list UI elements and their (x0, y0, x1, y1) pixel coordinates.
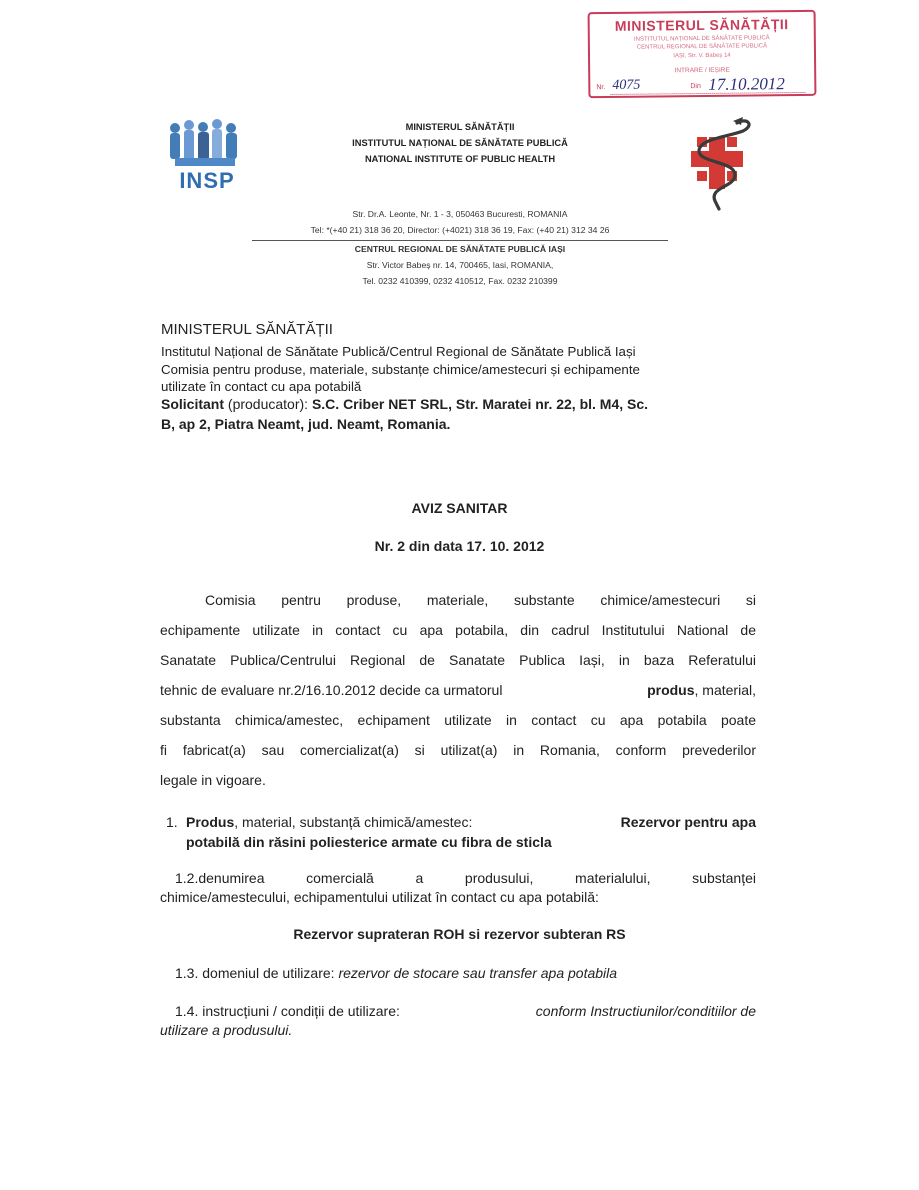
section-1-produs: Produs (186, 814, 235, 830)
section-1-2-value: Rezervor suprateran ROH si rezervor subteran RS (293, 926, 626, 942)
paragraph-line-4 (160, 682, 756, 698)
intro-ministry: MINISTERUL SĂNĂTĂȚII (161, 321, 333, 338)
paragraph-line-4-start: tehnic de evaluare nr.2/16.10.2012 decide ca urmatorul (160, 682, 503, 698)
solicitant-address-1: S.C. Criber NET SRL, Str. Maratei nr. 22, bl. M4, Sc. (311, 396, 649, 412)
paragraph-line-2: echipamente utilizate in contact cu apa potabila, din cadrul Institutului National de (160, 622, 756, 638)
section-1-label-rest: , material, substanță chimică/amestec: (234, 814, 473, 830)
header-regional-address: Str. Victor Babeș nr. 14, 700465, Iasi, ROMANIA, (366, 260, 554, 270)
intro-commission-1: Comisia pentru produse, materiale, substanțe chimice/amestecuri și echipamente (161, 362, 640, 377)
solicitant-address-2: B, ap 2, Piatra Neamt, jud. Neamt, Romania. (161, 416, 451, 432)
insp-logo (165, 118, 245, 198)
header-regional-phones: Tel. 0232 410399, 0232 410512, Fax. 0232 210399 (362, 276, 558, 286)
intro-commission-2: utilizate în contact cu apa potabilă (161, 379, 362, 394)
document-number: Nr. 2 din data 17. 10. 2012 (374, 538, 545, 554)
intro-institute: Institutul Național de Sănătate Publică/Centrul Regional de Sănătate Publică Iași (161, 344, 636, 359)
header-divider (252, 240, 668, 241)
paragraph-line-5: substanta chimica/amestec, echipament utilizate in contact cu apa potabila poate (160, 712, 756, 728)
section-1-4-label: 1.4. instrucțiuni / condiții de utilizare: (175, 1003, 400, 1019)
stamp-line-3: IAȘI, Str. V. Babeș 14 (673, 52, 731, 60)
paragraph-line-4-tail: , material, (694, 682, 756, 698)
header-address-2: Tel: *(+40 21) 318 36 20, Director: (+4021) 318 36 19, Fax: (+40 21) 312 34 26 (310, 225, 610, 235)
stamp-line-2: CENTRUL REGIONAL DE SĂNĂTATE PUBLICĂ (636, 43, 768, 51)
insp-logo-text: INSP (179, 168, 235, 193)
section-1-2-line-2: chimice/amestecului, echipamentului utilizat în contact cu apa potabilă: (160, 889, 599, 905)
paragraph-produs: produs (647, 682, 695, 698)
section-1-4-value-2: utilizare a produsului. (160, 1022, 293, 1038)
header-institute: INSTITUTUL NAȚIONAL DE SĂNĂTATE PUBLICĂ (352, 138, 568, 148)
section-1-line-1 (186, 814, 756, 830)
paragraph-line-7: legale in vigoare. (160, 772, 266, 788)
public-health-emblem (677, 113, 757, 211)
paragraph-line-1: Comisia pentru produse, materiale, substante chimice/amestecuri si (205, 592, 756, 608)
solicitant-label: Solicitant (161, 396, 225, 412)
section-1-3 (175, 965, 617, 981)
stamp-title: MINISTERUL SĂNĂTĂȚII (614, 16, 789, 34)
solicitant-paren: (producator): (224, 396, 312, 412)
header-institute-en: NATIONAL INSTITUTE OF PUBLIC HEALTH (364, 154, 556, 164)
header-regional-center: CENTRUL REGIONAL DE SĂNĂTATE PUBLICĂ IAȘI (354, 244, 566, 254)
intro-solicitant (161, 396, 756, 413)
stamp-din-label: Din (690, 83, 701, 91)
document-title: AVIZ SANITAR (411, 500, 508, 516)
stamp-line-1: INSTITUTUL NAȚIONAL DE SĂNĂTATE PUBLICĂ (633, 35, 770, 43)
section-1-4-line-1 (175, 1003, 756, 1019)
section-1-3-value: rezervor de stocare sau transfer apa potabila (338, 965, 618, 981)
section-1-2-line-1: 1.2.denumirea comercială a produsului, materialului, substanței (175, 870, 756, 886)
paragraph-line-6: fi fabricat(a) sau comercializat(a) si utilizat(a) in Romania, conform prevederilor (160, 742, 756, 758)
section-1-value-2: potabilă din răsini poliesterice armate cu fibra de sticla (186, 834, 552, 850)
header-address-1: Str. Dr.A. Leonte, Nr. 1 - 3, 050463 Bucuresti, ROMANIA (352, 209, 568, 219)
paragraph-line-4-end (647, 682, 756, 698)
section-1-4-value-1: conform Instructiunilor/conditiilor de (535, 1003, 756, 1019)
registration-stamp (588, 10, 817, 98)
section-1-label (186, 814, 472, 830)
section-1-number: 1. (166, 814, 178, 830)
section-1-value-1: Rezervor pentru apa (620, 814, 756, 830)
stamp-direction: INTRARE / IEȘIRE (674, 66, 730, 75)
header-ministry: MINISTERUL SĂNĂTĂȚII (405, 122, 515, 132)
paragraph-line-3: Sanatate Publica/Centrului Regional de Sanatate Publica Iași, in baza Referatului (160, 652, 756, 668)
stamp-nr-label: Nr. (596, 84, 606, 92)
stamp-din-value: 17.10.2012 (708, 74, 785, 94)
stamp-nr-value: 4075 (612, 77, 641, 93)
section-1-3-label: 1.3. domeniul de utilizare: (175, 965, 339, 981)
snake-cross-icon (677, 113, 757, 211)
